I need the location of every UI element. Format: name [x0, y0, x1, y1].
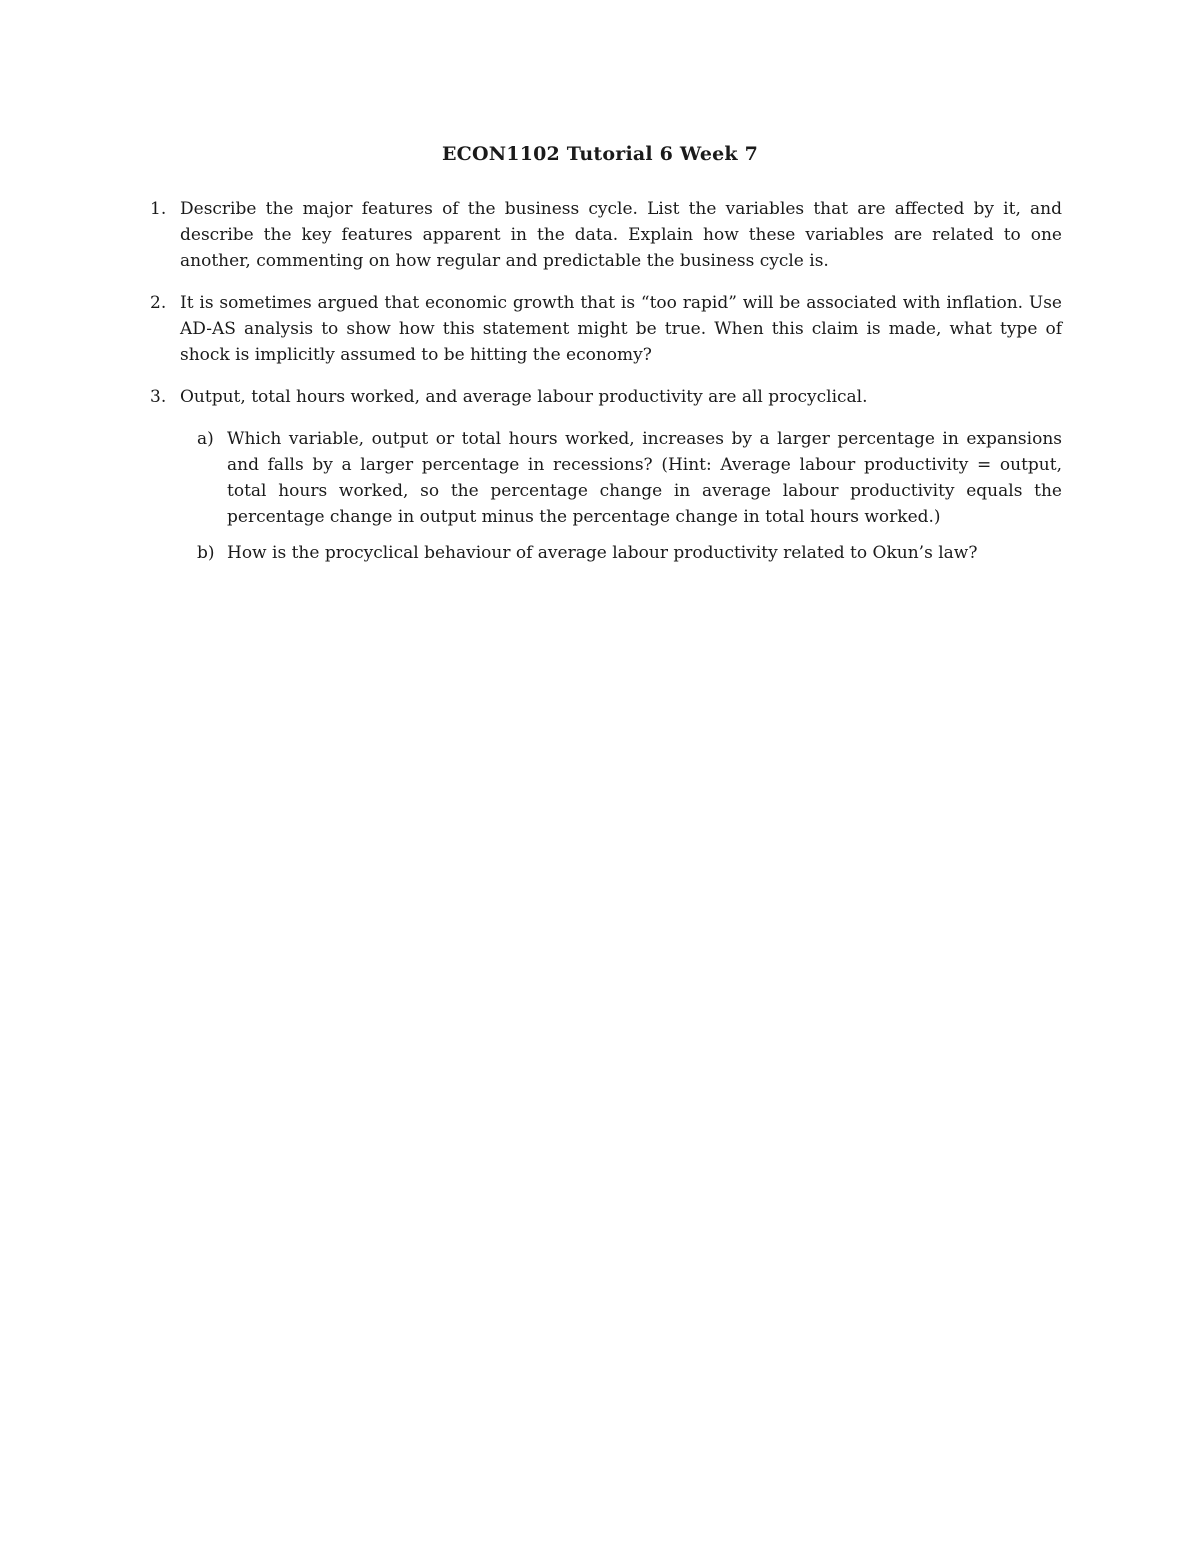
- question-number: 3.: [150, 387, 167, 407]
- question-3: [150, 384, 1062, 566]
- part-text: Which variable, output or total hours worked, increases by a larger percentage in expansions and falls by a larger percentage in recessions? (Hint: Average labour productivity = output, total hours worked, so the percentage change in average labour productivity equals the percentage change in output minus the percentage change in total hours worked.): [227, 429, 1062, 527]
- question-list: [150, 196, 1062, 582]
- question-number: 2.: [150, 293, 167, 313]
- question-1: [150, 196, 1062, 274]
- question-text: It is sometimes argued that economic growth that is “too rapid” will be associated with inflation. Use AD-AS analysis to show how this statement might be true. When this claim is made, what type of shock is implicitly assumed to be hitting the economy?: [180, 293, 1062, 365]
- question-number: 1.: [150, 199, 167, 219]
- question-text: Describe the major features of the business cycle. List the variables that are affected by it, and describe the key features apparent in the data. Explain how these variables are related to one another, commenting on how regular and predictable the business cycle is.: [180, 199, 1062, 271]
- document-title: ECON1102 Tutorial 6 Week 7: [441, 143, 759, 165]
- question-3b: [197, 540, 1062, 566]
- question-3a: [197, 426, 1062, 530]
- question-2: [150, 290, 1062, 368]
- part-label: a): [197, 429, 214, 449]
- question-3-parts: [197, 426, 1062, 566]
- part-text: How is the procyclical behaviour of average labour productivity related to Okun’s law?: [227, 543, 978, 563]
- part-label: b): [197, 543, 215, 563]
- question-text: Output, total hours worked, and average labour productivity are all procyclical.: [180, 387, 868, 407]
